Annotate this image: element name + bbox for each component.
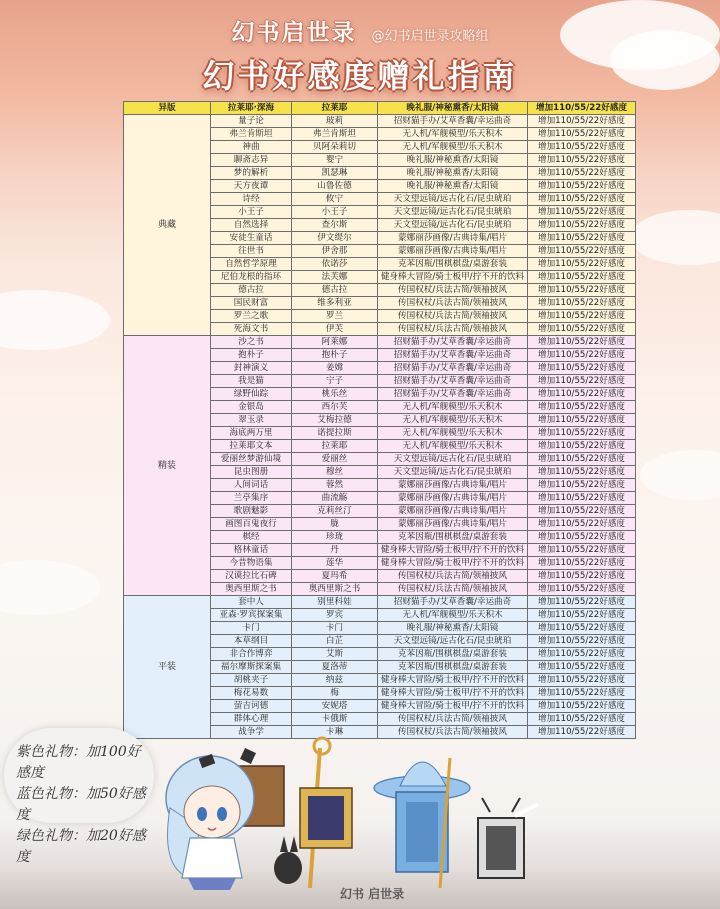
gift-items-cell: 传国权杖/兵法古简/领袖披风 — [378, 323, 528, 336]
affection-bonus-cell: 增加110/55/22好感度 — [528, 505, 636, 518]
affection-bonus-cell: 增加110/55/22好感度 — [528, 401, 636, 414]
affection-bonus-cell: 增加110/55/22好感度 — [528, 687, 636, 700]
character-name-cell: 依诺莎 — [292, 258, 378, 271]
gift-items-cell: 健身棒大冒险/骑士板甲/拧不开的饮料 — [378, 557, 528, 570]
gift-items-cell: 健身棒大冒险/骑士板甲/拧不开的饮料 — [378, 687, 528, 700]
edition-group-cell: 平装 — [124, 596, 211, 739]
book-name-cell: 福尔摩斯探案集 — [211, 661, 292, 674]
affection-bonus-cell: 增加110/55/22好感度 — [528, 336, 636, 349]
legend-purple: 紫色礼物：加100好感度 — [16, 744, 141, 781]
character-name-cell: 小王子 — [292, 206, 378, 219]
gift-items-cell: 无人机/军舰模型/乐天积木 — [378, 128, 528, 141]
affection-bonus-cell: 增加110/55/22好感度 — [528, 128, 636, 141]
book-name-cell: 绿野仙踪 — [211, 388, 292, 401]
character-name-cell: 桃乐丝 — [292, 388, 378, 401]
character-name-cell: 奥西里斯之书 — [292, 583, 378, 596]
gift-items-cell: 招财猫手办/艾草香囊/幸运曲奇 — [378, 388, 528, 401]
affection-bonus-cell: 增加110/55/22好感度 — [528, 700, 636, 713]
affection-bonus-cell: 增加110/55/22好感度 — [528, 167, 636, 180]
book-name-cell: 天方夜谭 — [211, 180, 292, 193]
character-name-cell: 蓉然 — [292, 479, 378, 492]
affection-bonus-cell: 增加110/55/22好感度 — [528, 232, 636, 245]
gift-items-cell: 传国权杖/兵法古简/领袖披风 — [378, 726, 528, 739]
gift-items-cell: 蒙娜丽莎画像/古典诗集/唱片 — [378, 232, 528, 245]
affection-bonus-cell: 增加110/55/22好感度 — [528, 492, 636, 505]
gift-items-cell: 蒙娜丽莎画像/古典诗集/唱片 — [378, 518, 528, 531]
cloud-decoration — [630, 210, 720, 265]
gift-items-cell: 天文望远镜/远古化石/昆虫琥珀 — [378, 193, 528, 206]
book-name-cell: 翠玉录 — [211, 414, 292, 427]
book-name-cell: 安徒生童话 — [211, 232, 292, 245]
book-name-cell: 自然选择 — [211, 219, 292, 232]
book-name-cell: 亚森·罗宾探案集 — [211, 609, 292, 622]
header — [0, 14, 720, 97]
gift-items-cell: 传国权杖/兵法古简/领袖披风 — [378, 570, 528, 583]
character-name-cell: 白芷 — [292, 635, 378, 648]
affection-bonus-cell: 增加110/55/22好感度 — [528, 427, 636, 440]
legend-blue: 蓝色礼物：加50好感度 — [16, 786, 146, 823]
character-name-cell: 卡门 — [292, 622, 378, 635]
credit: @幻书启世录攻略组 — [371, 29, 489, 44]
character-name-cell: 梅 — [292, 687, 378, 700]
book-name-cell: 沙之书 — [211, 336, 292, 349]
book-name-cell: 群体心理 — [211, 713, 292, 726]
character-name-cell: 罗宾 — [292, 609, 378, 622]
character-name-cell: 夏玛希 — [292, 570, 378, 583]
book-name-cell: 非合作博弈 — [211, 648, 292, 661]
book-name-cell: 梦的解析 — [211, 167, 292, 180]
affection-bonus-cell: 增加110/55/22好感度 — [528, 531, 636, 544]
book-name-cell: 套中人 — [211, 596, 292, 609]
character-name-cell: 伊舍那 — [292, 245, 378, 258]
affection-bonus-cell: 增加110/55/22好感度 — [528, 271, 636, 284]
book-name-cell: 昆虫图册 — [211, 466, 292, 479]
affection-bonus-cell: 增加110/55/22好感度 — [528, 115, 636, 128]
gift-items-cell: 招财猫手办/艾草香囊/幸运曲奇 — [378, 362, 528, 375]
column-header: 异版 — [124, 102, 211, 115]
affection-bonus-cell: 增加110/55/22好感度 — [528, 141, 636, 154]
gift-items-cell: 无人机/军舰模型/乐天积木 — [378, 609, 528, 622]
affection-bonus-cell: 增加110/55/22好感度 — [528, 453, 636, 466]
affection-bonus-cell: 增加110/55/22好感度 — [528, 596, 636, 609]
column-header: 晚礼服/神秘熏香/太阳镜 — [378, 102, 528, 115]
book-name-cell: 自然哲学原理 — [211, 258, 292, 271]
affection-bonus-cell: 增加110/55/22好感度 — [528, 206, 636, 219]
book-name-cell: 往世书 — [211, 245, 292, 258]
affection-bonus-cell: 增加110/55/22好感度 — [528, 245, 636, 258]
gift-table — [123, 101, 636, 739]
book-name-cell: 我是猫 — [211, 375, 292, 388]
gift-items-cell: 健身棒大冒险/骑士板甲/拧不开的饮料 — [378, 674, 528, 687]
character-name-cell: 德古拉 — [292, 284, 378, 297]
book-name-cell: 金银岛 — [211, 401, 292, 414]
gift-items-cell: 晚礼服/神秘熏香/太阳镜 — [378, 622, 528, 635]
character-name-cell: 诺提拉斯 — [292, 427, 378, 440]
affection-bonus-cell: 增加110/55/22好感度 — [528, 154, 636, 167]
page-title: 幻书好感度赠礼指南 — [202, 57, 518, 95]
character-name-cell: 爱丽丝 — [292, 453, 378, 466]
book-name-cell: 歌剧魅影 — [211, 505, 292, 518]
gift-items-cell: 招财猫手办/艾草香囊/幸运曲奇 — [378, 336, 528, 349]
gift-items-cell: 晚礼服/神秘熏香/太阳镜 — [378, 154, 528, 167]
book-name-cell: 罗兰之歌 — [211, 310, 292, 323]
book-name-cell: 弗兰肯斯坦 — [211, 128, 292, 141]
gift-items-cell: 健身棒大冒险/骑士板甲/拧不开的饮料 — [378, 700, 528, 713]
chibi-characters-illustration — [160, 728, 540, 898]
gift-items-cell: 蒙娜丽莎画像/古典诗集/唱片 — [378, 492, 528, 505]
gift-items-cell: 克苯因瓶/围棋棋盘/桌游套装 — [378, 258, 528, 271]
character-name-cell: 弗兰肯斯坦 — [292, 128, 378, 141]
character-name-cell: 阿莱娜 — [292, 336, 378, 349]
character-name-cell: 法芙娜 — [292, 271, 378, 284]
character-name-cell: 艾斯 — [292, 648, 378, 661]
legend-bubble — [4, 728, 154, 865]
table-row — [124, 596, 636, 609]
gift-items-cell: 蒙娜丽莎画像/古典诗集/唱片 — [378, 479, 528, 492]
book-name-cell: 兰亭集序 — [211, 492, 292, 505]
gift-items-cell: 传国权杖/兵法古简/领袖披风 — [378, 310, 528, 323]
gift-items-cell: 招财猫手办/艾草香囊/幸运曲奇 — [378, 375, 528, 388]
table-row — [124, 336, 636, 349]
cloud-decoration — [0, 560, 100, 615]
gift-items-cell: 无人机/军舰模型/乐天积木 — [378, 141, 528, 154]
gift-items-cell: 天文望远镜/远古化石/昆虫琥珀 — [378, 453, 528, 466]
affection-bonus-cell: 增加110/55/22好感度 — [528, 193, 636, 206]
character-name-cell: 纳兹 — [292, 674, 378, 687]
character-name-cell: 姜嫦 — [292, 362, 378, 375]
affection-bonus-cell: 增加110/55/22好感度 — [528, 219, 636, 232]
gift-items-cell: 传国权杖/兵法古简/领袖披风 — [378, 284, 528, 297]
affection-bonus-cell: 增加110/55/22好感度 — [528, 284, 636, 297]
character-name-cell: 罗兰 — [292, 310, 378, 323]
gift-items-cell: 招财猫手办/艾草香囊/幸运曲奇 — [378, 115, 528, 128]
character-name-cell: 攸宁 — [292, 193, 378, 206]
affection-bonus-cell: 增加110/55/22好感度 — [528, 661, 636, 674]
character-name-cell: 曲流觞 — [292, 492, 378, 505]
character-name-cell: 丹 — [292, 544, 378, 557]
affection-bonus-cell: 增加110/55/22好感度 — [528, 362, 636, 375]
character-name-cell: 伊文缇尔 — [292, 232, 378, 245]
character-name-cell: 凯瑟琳 — [292, 167, 378, 180]
column-header: 增加110/55/22好感度 — [528, 102, 636, 115]
affection-bonus-cell: 增加110/55/22好感度 — [528, 648, 636, 661]
character-name-cell: 胧 — [292, 518, 378, 531]
character-name-cell: 克莉丝汀 — [292, 505, 378, 518]
gift-items-cell: 无人机/军舰模型/乐天积木 — [378, 414, 528, 427]
affection-bonus-cell: 增加110/55/22好感度 — [528, 297, 636, 310]
affection-bonus-cell: 增加110/55/22好感度 — [528, 557, 636, 570]
character-name-cell: 维多利亚 — [292, 297, 378, 310]
character-name-cell: 安妮塔 — [292, 700, 378, 713]
affection-bonus-cell: 增加110/55/22好感度 — [528, 349, 636, 362]
edition-group-cell: 精装 — [124, 336, 211, 596]
book-name-cell: 画图百鬼夜行 — [211, 518, 292, 531]
gift-items-cell: 无人机/军舰模型/乐天积木 — [378, 401, 528, 414]
character-name-cell: 宁子 — [292, 375, 378, 388]
affection-bonus-cell: 增加110/55/22好感度 — [528, 635, 636, 648]
book-name-cell: 死海文书 — [211, 323, 292, 336]
table-header-row — [124, 102, 636, 115]
gift-items-cell: 晚礼服/神秘熏香/太阳镜 — [378, 167, 528, 180]
character-name-cell: 抱朴子 — [292, 349, 378, 362]
book-name-cell: 奥西里斯之书 — [211, 583, 292, 596]
affection-bonus-cell: 增加110/55/22好感度 — [528, 375, 636, 388]
affection-bonus-cell: 增加110/55/22好感度 — [528, 726, 636, 739]
affection-bonus-cell: 增加110/55/22好感度 — [528, 310, 636, 323]
affection-bonus-cell: 增加110/55/22好感度 — [528, 570, 636, 583]
gift-items-cell: 传国权杖/兵法古简/领袖披风 — [378, 297, 528, 310]
character-name-cell: 玻莉 — [292, 115, 378, 128]
affection-bonus-cell: 增加110/55/22好感度 — [528, 674, 636, 687]
book-name-cell: 棋经 — [211, 531, 292, 544]
character-name-cell: 卡俄斯 — [292, 713, 378, 726]
affection-bonus-cell: 增加110/55/22好感度 — [528, 544, 636, 557]
character-name-cell: 穆丝 — [292, 466, 378, 479]
affection-bonus-cell: 增加110/55/22好感度 — [528, 466, 636, 479]
cloud-decoration — [0, 290, 110, 350]
affection-bonus-cell: 增加110/55/22好感度 — [528, 622, 636, 635]
character-name-cell: 珍珑 — [292, 531, 378, 544]
book-name-cell: 汉谟拉比石碑 — [211, 570, 292, 583]
gift-items-cell: 天文望远镜/远古化石/昆虫琥珀 — [378, 466, 528, 479]
book-name-cell: 战争学 — [211, 726, 292, 739]
book-name-cell: 尼伯龙根的指环 — [211, 271, 292, 284]
gift-items-cell: 克苯因瓶/围棋棋盘/桌游套装 — [378, 531, 528, 544]
book-name-cell: 德古拉 — [211, 284, 292, 297]
gift-items-cell: 蒙娜丽莎画像/古典诗集/唱片 — [378, 505, 528, 518]
gift-items-cell: 健身棒大冒险/骑士板甲/拧不开的饮料 — [378, 544, 528, 557]
gift-items-cell: 晚礼服/神秘熏香/太阳镜 — [378, 180, 528, 193]
affection-bonus-cell: 增加110/55/22好感度 — [528, 258, 636, 271]
book-name-cell: 小王子 — [211, 206, 292, 219]
character-name-cell: 贝阿朵莉切 — [292, 141, 378, 154]
gift-items-cell: 天文望远镜/远古化石/昆虫琥珀 — [378, 206, 528, 219]
book-name-cell: 卡门 — [211, 622, 292, 635]
legend-green: 绿色礼物：加20好感度 — [16, 828, 146, 865]
affection-bonus-cell: 增加110/55/22好感度 — [528, 609, 636, 622]
gift-items-cell: 天文望远镜/远古化石/昆虫琥珀 — [378, 219, 528, 232]
gift-items-cell: 蒙娜丽莎画像/古典诗集/唱片 — [378, 245, 528, 258]
affection-bonus-cell: 增加110/55/22好感度 — [528, 414, 636, 427]
book-name-cell: 萤吉诃德 — [211, 700, 292, 713]
book-name-cell: 量子论 — [211, 115, 292, 128]
book-name-cell: 本草纲目 — [211, 635, 292, 648]
book-name-cell: 格林童话 — [211, 544, 292, 557]
book-name-cell: 诗经 — [211, 193, 292, 206]
column-header: 拉莱耶·深海 — [211, 102, 292, 115]
character-name-cell: 伊芙 — [292, 323, 378, 336]
character-name-cell: 莲华 — [292, 557, 378, 570]
gift-items-cell: 无人机/军舰模型/乐天积木 — [378, 440, 528, 453]
game-title: 幻书启世录 — [231, 20, 357, 46]
book-name-cell: 神曲 — [211, 141, 292, 154]
gift-items-cell: 传国权杖/兵法古简/领袖披风 — [378, 713, 528, 726]
table-row — [124, 115, 636, 128]
footer-logo: 幻书 启世录 — [340, 887, 405, 901]
book-name-cell: 人间词话 — [211, 479, 292, 492]
gift-items-cell: 无人机/军舰模型/乐天积木 — [378, 427, 528, 440]
book-name-cell: 海底两万里 — [211, 427, 292, 440]
character-name-cell: 艾梅拉德 — [292, 414, 378, 427]
book-name-cell: 胡桃夹子 — [211, 674, 292, 687]
affection-bonus-cell: 增加110/55/22好感度 — [528, 518, 636, 531]
gift-items-cell: 天文望远镜/远古化石/昆虫琥珀 — [378, 635, 528, 648]
book-name-cell: 国民财富 — [211, 297, 292, 310]
affection-bonus-cell: 增加110/55/22好感度 — [528, 713, 636, 726]
edition-group-cell: 典藏 — [124, 115, 211, 336]
gift-items-cell: 克苯因瓶/围棋棋盘/桌游套装 — [378, 648, 528, 661]
column-header: 拉莱耶 — [292, 102, 378, 115]
gift-items-cell: 传国权杖/兵法古简/领袖披风 — [378, 583, 528, 596]
affection-bonus-cell: 增加110/55/22好感度 — [528, 180, 636, 193]
book-name-cell: 爱丽丝梦游仙境 — [211, 453, 292, 466]
affection-bonus-cell: 增加110/55/22好感度 — [528, 323, 636, 336]
character-name-cell: 别里科娃 — [292, 596, 378, 609]
cloud-decoration — [640, 450, 720, 500]
book-name-cell: 今昔物语集 — [211, 557, 292, 570]
affection-bonus-cell: 增加110/55/22好感度 — [528, 479, 636, 492]
character-name-cell: 卡琳 — [292, 726, 378, 739]
affection-bonus-cell: 增加110/55/22好感度 — [528, 440, 636, 453]
affection-bonus-cell: 增加110/55/22好感度 — [528, 388, 636, 401]
gift-items-cell: 招财猫手办/艾草香囊/幸运曲奇 — [378, 596, 528, 609]
character-name-cell: 婴宁 — [292, 154, 378, 167]
character-name-cell: 查尔斯 — [292, 219, 378, 232]
character-name-cell: 夏洛蒂 — [292, 661, 378, 674]
book-name-cell: 拉莱耶文本 — [211, 440, 292, 453]
character-name-cell: 西尔芙 — [292, 401, 378, 414]
book-name-cell: 梅花易数 — [211, 687, 292, 700]
gift-items-cell: 招财猫手办/艾草香囊/幸运曲奇 — [378, 349, 528, 362]
character-name-cell: 山鲁佐德 — [292, 180, 378, 193]
book-name-cell: 聊斋志异 — [211, 154, 292, 167]
gift-items-cell: 克苯因瓶/围棋棋盘/桌游套装 — [378, 661, 528, 674]
character-name-cell: 拉莱耶 — [292, 440, 378, 453]
gift-items-cell: 健身棒大冒险/骑士板甲/拧不开的饮料 — [378, 271, 528, 284]
book-name-cell: 抱朴子 — [211, 349, 292, 362]
book-name-cell: 封神演义 — [211, 362, 292, 375]
affection-bonus-cell: 增加110/55/22好感度 — [528, 583, 636, 596]
